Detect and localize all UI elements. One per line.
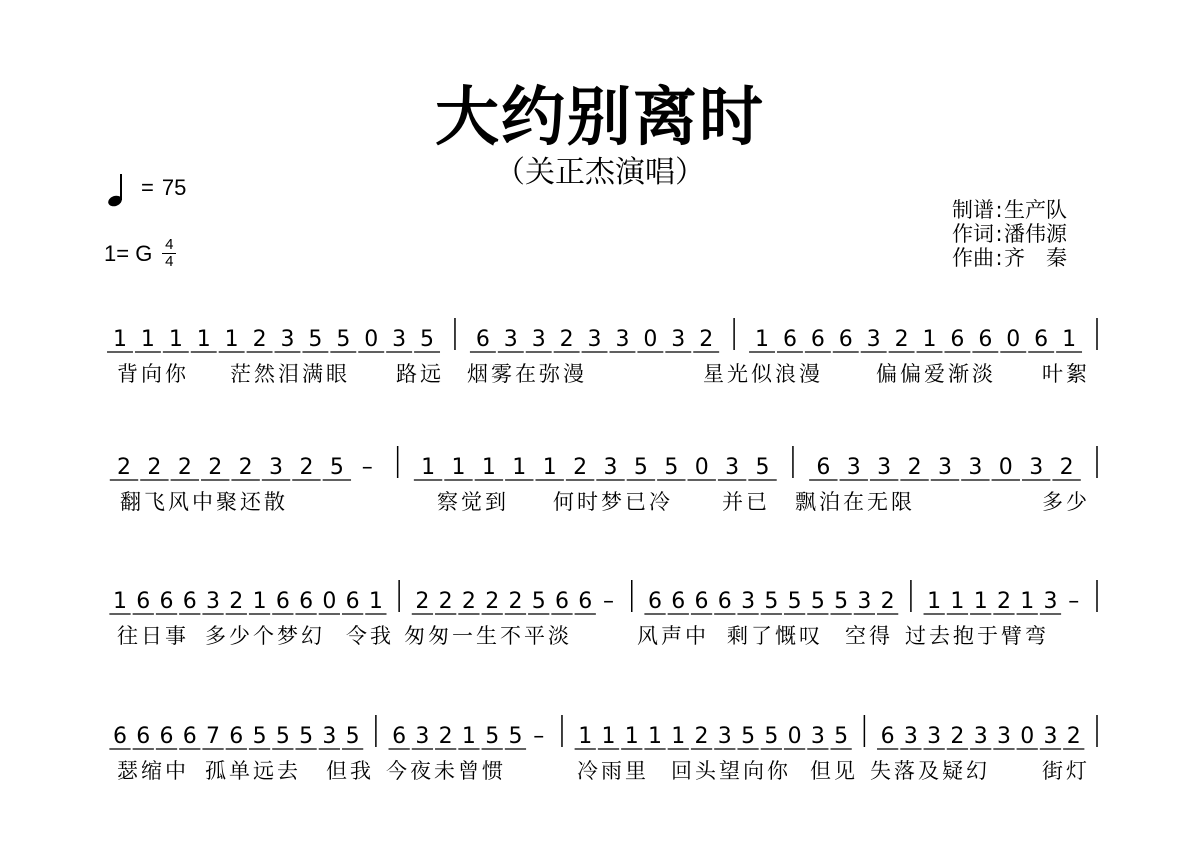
note: 5 xyxy=(336,327,351,352)
note: 1 xyxy=(113,327,127,352)
note: 5 xyxy=(633,455,648,480)
note: 2 xyxy=(1059,455,1074,480)
note: 3 xyxy=(996,724,1011,749)
note: 3 xyxy=(615,327,630,352)
note: 3 xyxy=(206,589,221,614)
note: 2 xyxy=(559,327,574,352)
note: 1 xyxy=(648,724,663,749)
sustain-dash: – xyxy=(533,724,545,749)
note: 6 xyxy=(345,589,360,614)
note: 2 xyxy=(894,327,909,352)
lyric-phrase: 街灯 xyxy=(1042,759,1090,783)
note: 6 xyxy=(182,589,197,614)
note: 6 xyxy=(136,724,151,749)
lyric-phrase: 茫然泪满眼 xyxy=(230,362,350,386)
note: 3 xyxy=(741,589,756,614)
note: 2 xyxy=(1066,724,1081,749)
note: 1 xyxy=(624,724,639,749)
note: 2 xyxy=(438,724,453,749)
time-signature xyxy=(162,238,176,269)
note: 5 xyxy=(531,589,546,614)
tempo-marking xyxy=(105,168,186,208)
quarter-note-icon xyxy=(105,168,135,208)
note: 1 xyxy=(927,589,942,614)
tempo-equals: = xyxy=(141,175,154,200)
lyric-phrase: 空得 xyxy=(845,624,893,648)
note: 3 xyxy=(1043,724,1058,749)
note: 1 xyxy=(671,724,686,749)
lyric-phrase: 察觉到 xyxy=(437,490,509,514)
note: 2 xyxy=(252,327,267,352)
note: 3 xyxy=(671,327,686,352)
note: 2 xyxy=(208,455,223,480)
note: 2 xyxy=(299,455,314,480)
time-top: 4 xyxy=(165,236,174,253)
note: 2 xyxy=(996,589,1011,614)
note: 0 xyxy=(694,455,709,480)
note: 6 xyxy=(299,589,314,614)
note: 1 xyxy=(421,455,436,480)
note: 6 xyxy=(159,589,174,614)
note: 5 xyxy=(420,327,435,352)
note: 2 xyxy=(177,455,192,480)
note: 6 xyxy=(782,327,797,352)
note: 6 xyxy=(182,724,197,749)
note: 6 xyxy=(978,327,993,352)
note: 6 xyxy=(475,327,490,352)
note: 1 xyxy=(481,455,496,480)
note: 0 xyxy=(643,327,658,352)
note: 2 xyxy=(117,455,131,480)
lyric-phrase: 叶絮 xyxy=(1042,362,1090,386)
note: 5 xyxy=(764,589,779,614)
lyric-phrase: 失落及疑幻 xyxy=(870,759,990,783)
lyric-phrase: 星光似浪漫 xyxy=(703,362,823,386)
note: 1 xyxy=(950,589,965,614)
lyric-phrase: 冷雨里 xyxy=(577,759,649,783)
score-row xyxy=(0,428,1200,538)
lyric-phrase: 路远 xyxy=(396,362,444,386)
lyric-phrase: 多少 xyxy=(1042,490,1090,514)
note: 6 xyxy=(136,589,151,614)
note: 1 xyxy=(461,724,476,749)
lyric-phrase: 背向你 xyxy=(117,362,189,386)
lyric-phrase: 今夜未曾惯 xyxy=(386,759,506,783)
note: 2 xyxy=(485,589,500,614)
note: 6 xyxy=(275,589,290,614)
note: 2 xyxy=(907,455,922,480)
note: 3 xyxy=(280,327,295,352)
tempo-bpm: 75 xyxy=(161,175,187,200)
score-row xyxy=(0,697,1200,807)
note: 6 xyxy=(816,455,831,480)
note: 3 xyxy=(1043,589,1058,614)
note: 3 xyxy=(927,724,942,749)
note: 3 xyxy=(725,455,740,480)
key-text: 1= G xyxy=(104,240,153,266)
note: 2 xyxy=(508,589,523,614)
note: 0 xyxy=(787,724,802,749)
note: 7 xyxy=(206,724,221,749)
sustain-dash: – xyxy=(361,455,373,480)
note: 5 xyxy=(345,724,360,749)
note: 3 xyxy=(903,724,918,749)
note: 3 xyxy=(587,327,602,352)
note: 5 xyxy=(308,327,323,352)
note: 3 xyxy=(717,724,732,749)
lyric-phrase: 偏偏爱渐淡 xyxy=(876,362,996,386)
note: 6 xyxy=(838,327,853,352)
lyric-phrase: 剩了慨叹 xyxy=(727,624,823,648)
lyric-phrase: 令我 xyxy=(346,624,394,648)
note: 5 xyxy=(834,724,849,749)
note: 6 xyxy=(229,724,244,749)
lyric-phrase: 风声中 xyxy=(637,624,709,648)
note: 2 xyxy=(438,589,453,614)
note: 1 xyxy=(922,327,937,352)
song-title: 大约别离时 xyxy=(435,81,765,155)
note: 5 xyxy=(329,455,344,480)
credit-composer: 作曲:齐 秦 xyxy=(952,246,1067,270)
note: 3 xyxy=(810,724,825,749)
lyric-phrase: 烟雾在弥漫 xyxy=(467,362,587,386)
note: 5 xyxy=(275,724,290,749)
note: 1 xyxy=(451,455,466,480)
note: 5 xyxy=(834,589,849,614)
note: 6 xyxy=(1034,327,1049,352)
note: 1 xyxy=(601,724,616,749)
note: 5 xyxy=(787,589,802,614)
note: 2 xyxy=(880,589,895,614)
note: 6 xyxy=(554,589,569,614)
note: 5 xyxy=(664,455,679,480)
note: 6 xyxy=(950,327,965,352)
credit-arranger: 制谱:生产队 xyxy=(952,198,1067,222)
credit-lyricist: 作词:潘伟源 xyxy=(952,222,1067,246)
time-bottom: 4 xyxy=(165,253,174,270)
note: 3 xyxy=(603,455,618,480)
lyric-phrase: 回头望向你 xyxy=(671,759,791,783)
note: 3 xyxy=(415,724,430,749)
note: 5 xyxy=(741,724,756,749)
note: 1 xyxy=(512,455,527,480)
lyric-phrase: 但见 xyxy=(810,759,858,783)
note: 6 xyxy=(113,724,127,749)
note: 2 xyxy=(694,724,709,749)
note: 6 xyxy=(880,724,895,749)
note: 3 xyxy=(269,455,284,480)
lyric-phrase: 往日事 xyxy=(117,624,189,648)
note: 0 xyxy=(998,455,1013,480)
sustain-dash: – xyxy=(603,589,614,614)
lyric-phrase: 多少个梦幻 xyxy=(205,624,325,648)
note: 6 xyxy=(578,589,593,614)
note: 6 xyxy=(648,589,663,614)
sustain-dash: – xyxy=(1068,589,1080,614)
lyric-phrase: 过去抱于臂弯 xyxy=(905,624,1049,648)
note: 5 xyxy=(764,724,779,749)
note: 0 xyxy=(364,327,379,352)
note: 3 xyxy=(973,724,988,749)
note: 3 xyxy=(846,455,861,480)
note: 1 xyxy=(1020,589,1035,614)
note: 6 xyxy=(717,589,732,614)
note: 1 xyxy=(113,589,127,614)
credits-block xyxy=(952,198,1067,270)
note: 3 xyxy=(857,589,872,614)
note: 3 xyxy=(866,327,881,352)
note: 2 xyxy=(461,589,476,614)
note: 1 xyxy=(578,724,593,749)
note: 2 xyxy=(147,455,162,480)
key-signature xyxy=(104,238,176,269)
lyric-phrase: 并已 xyxy=(722,490,770,514)
note: 2 xyxy=(699,327,714,352)
lyric-phrase: 孤单远去 xyxy=(205,759,301,783)
note: 3 xyxy=(937,455,952,480)
note: 1 xyxy=(168,327,183,352)
note: 1 xyxy=(252,589,267,614)
note: 3 xyxy=(968,455,983,480)
lyric-phrase: 飘泊在无限 xyxy=(795,490,915,514)
note: 6 xyxy=(671,589,686,614)
lyric-phrase: 匆匆一生不平淡 xyxy=(404,624,572,648)
note: 1 xyxy=(368,589,383,614)
lyric-phrase: 但我 xyxy=(326,759,374,783)
note: 6 xyxy=(810,327,825,352)
note: 1 xyxy=(140,327,155,352)
note: 1 xyxy=(755,327,770,352)
note: 3 xyxy=(1029,455,1044,480)
note: 5 xyxy=(252,724,267,749)
note: 2 xyxy=(229,589,244,614)
score-row xyxy=(0,300,1200,410)
note: 1 xyxy=(973,589,988,614)
note: 6 xyxy=(694,589,709,614)
note: 2 xyxy=(573,455,588,480)
note: 1 xyxy=(224,327,239,352)
lyric-phrase: 瑟缩中 xyxy=(117,759,189,783)
note: 3 xyxy=(322,724,337,749)
note: 1 xyxy=(196,327,211,352)
note: 5 xyxy=(299,724,314,749)
note: 3 xyxy=(392,327,407,352)
note: 0 xyxy=(322,589,337,614)
note: 2 xyxy=(238,455,253,480)
note: 2 xyxy=(950,724,965,749)
note: 3 xyxy=(531,327,546,352)
note: 6 xyxy=(159,724,174,749)
note: 5 xyxy=(508,724,523,749)
note: 3 xyxy=(503,327,518,352)
note: 5 xyxy=(810,589,825,614)
note: 3 xyxy=(877,455,892,480)
score-row xyxy=(0,562,1200,672)
note: 6 xyxy=(392,724,407,749)
lyric-phrase: 翻飞风中聚还散 xyxy=(120,490,288,514)
song-subtitle: （关正杰演唱） xyxy=(495,155,705,190)
note: 0 xyxy=(1006,327,1021,352)
lyric-phrase: 何时梦已冷 xyxy=(553,490,673,514)
note: 0 xyxy=(1020,724,1035,749)
note: 5 xyxy=(485,724,500,749)
note: 2 xyxy=(415,589,430,614)
note: 1 xyxy=(542,455,557,480)
note: 1 xyxy=(1062,327,1077,352)
note: 5 xyxy=(755,455,770,480)
